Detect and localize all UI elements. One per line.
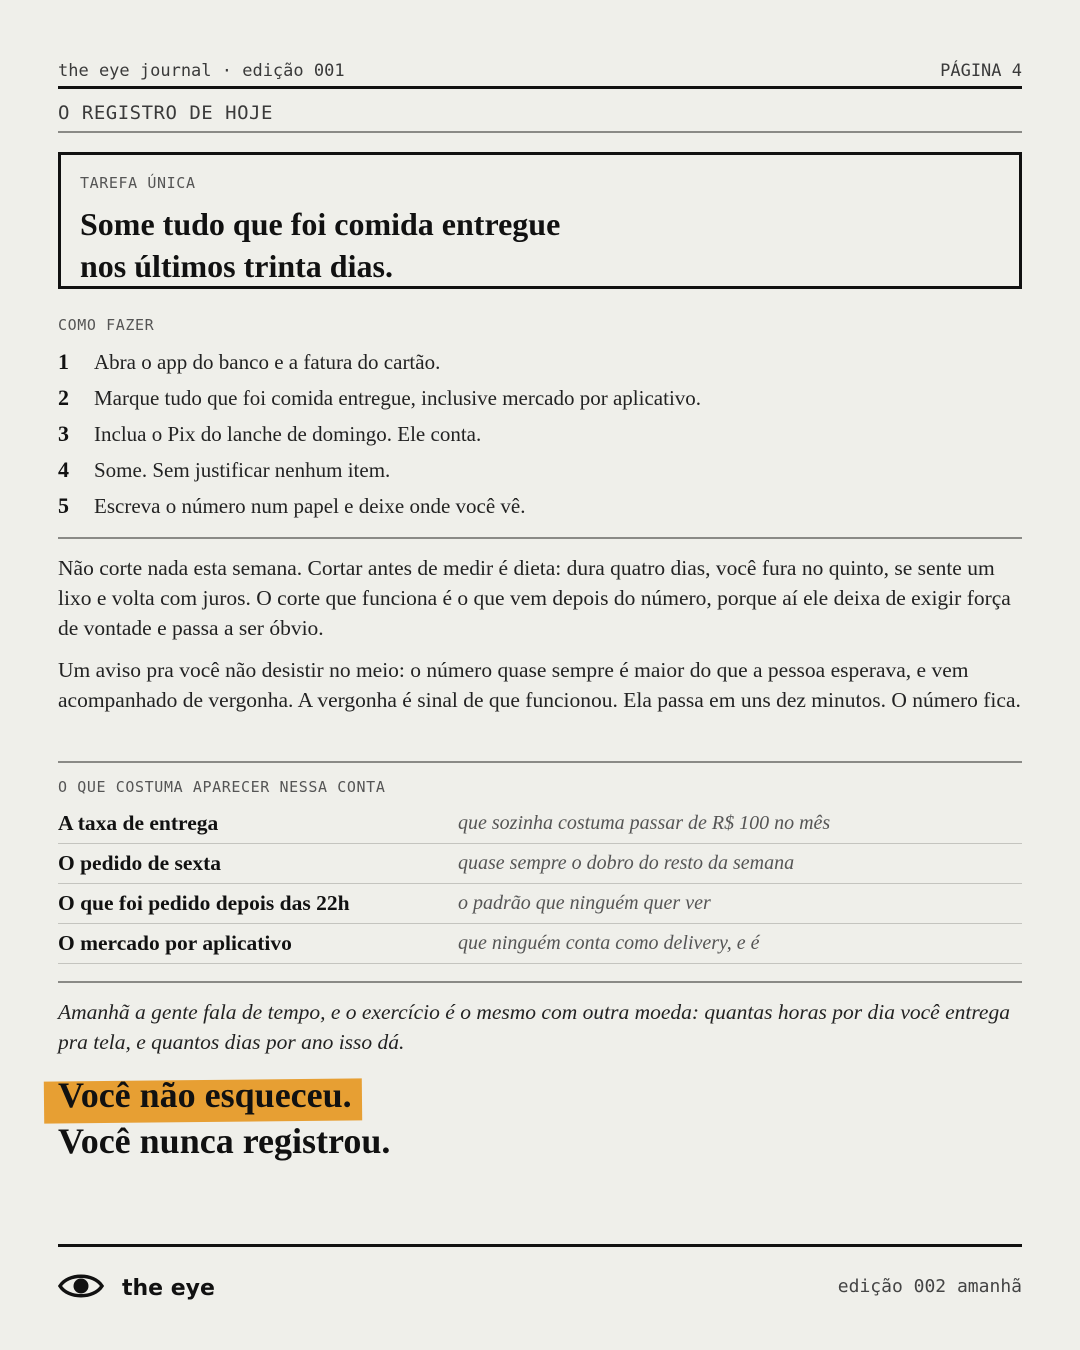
table-row (58, 884, 1022, 924)
step-number: 3 (58, 421, 69, 446)
task-title-line2: nos últimos trinta dias. (80, 248, 393, 284)
step-text: Some. Sem justificar nenhum item. (94, 457, 391, 482)
page-number: PÁGINA 4 (940, 61, 1022, 81)
table-row (58, 804, 1022, 844)
item-note: que sozinha costuma passar de R$ 100 no mês (458, 812, 831, 834)
step-number: 5 (58, 493, 69, 518)
task-title (80, 203, 780, 287)
page-header (58, 58, 1022, 84)
paragraph-rule (58, 761, 1022, 763)
steps-rule (58, 537, 1022, 539)
step-number: 2 (58, 385, 69, 410)
item-name: O que foi pedido depois das 22h (58, 891, 350, 915)
item-note: que ninguém conta como delivery, e é (458, 932, 760, 954)
step-number: 1 (58, 349, 69, 374)
body-paragraph: Um aviso pra você não desistir no meio: o número quase sempre é maior do que a pessoa esperava, e vem acompanhado de vergonha. A vergonha é sinal de que funcionou. Ela passa em uns dez minutos. O número fica. (58, 658, 1021, 712)
header-rule (58, 86, 1022, 89)
item-name: O mercado por aplicativo (58, 931, 292, 955)
common-items-table (58, 804, 1022, 964)
step-item (58, 344, 1022, 380)
step-text: Abra o app do banco e a fatura do cartão. (94, 349, 441, 374)
table-row (58, 924, 1022, 964)
step-item (58, 452, 1022, 488)
item-note: quase sempre o dobro do resto da semana (458, 852, 795, 874)
step-text: Escreva o número num papel e deixe onde você vê. (94, 493, 526, 518)
how-to-label: COMO FAZER (58, 316, 155, 334)
body-paragraph: Não corte nada esta semana. Cortar antes de medir é dieta: dura quatro dias, você fura no quinto, se sente um lixo e volta com juros. O corte que funciona é o que vem depois do número, porque aí ele deixa de exigir força de vontade e passa a ser óbvio. (58, 556, 1011, 640)
tomorrow-teaser: Amanhã a gente fala de tempo, e o exercício é o mesmo com outra moeda: quantas horas por dia você entrega pra tela, e quantos dias por ano isso dá. (58, 1000, 1010, 1054)
common-items-label: O QUE COSTUMA APARECER NESSA CONTA (58, 778, 386, 796)
item-name: A taxa de entrega (58, 811, 219, 835)
table-rule (58, 981, 1022, 983)
closing-line-1: Você não esqueceu. (58, 1075, 352, 1115)
step-item (58, 380, 1022, 416)
journal-edition: the eye journal · edição 001 (58, 61, 345, 81)
step-number: 4 (58, 457, 69, 482)
step-text: Inclua o Pix do lanche de domingo. Ele conta. (94, 421, 482, 446)
footer-rule (58, 1244, 1022, 1247)
task-label: TAREFA ÚNICA (80, 174, 196, 192)
table-row (58, 844, 1022, 884)
section-title: O REGISTRO DE HOJE (58, 102, 273, 124)
section-rule (58, 131, 1022, 133)
footer-brand (58, 1270, 215, 1307)
journal-page (58, 0, 1022, 1350)
brand-name: the eye (122, 1276, 215, 1301)
closing-line-2: Você nunca registrou. (58, 1121, 391, 1161)
steps-list (58, 344, 1022, 524)
step-item (58, 416, 1022, 452)
step-text: Marque tudo que foi comida entregue, inclusive mercado por aplicativo. (94, 385, 702, 410)
next-edition: edição 002 amanhã (837, 1276, 1022, 1297)
eye-icon (58, 1270, 104, 1307)
item-name: O pedido de sexta (58, 851, 222, 875)
task-box (58, 152, 1022, 289)
step-item (58, 488, 1022, 524)
item-note: o padrão que ninguém quer ver (458, 892, 711, 914)
task-title-line1: Some tudo que foi comida entregue (80, 206, 561, 242)
